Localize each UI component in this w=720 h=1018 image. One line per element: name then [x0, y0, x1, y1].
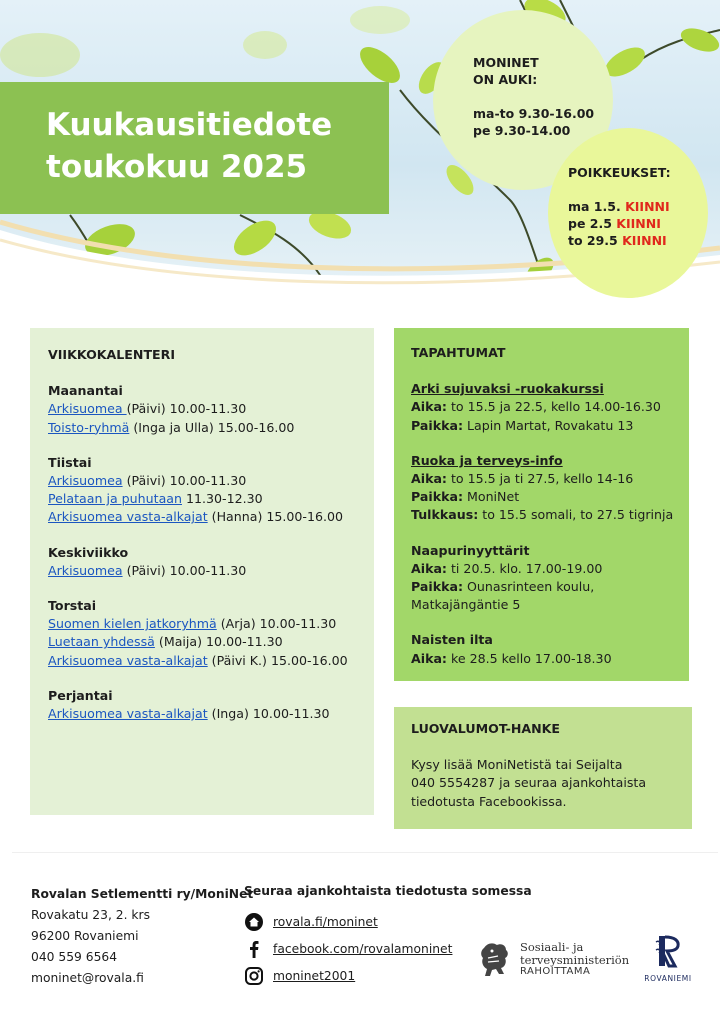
event-title: Naapurinyyttärit — [411, 542, 530, 558]
day-thursday: Torstai — [48, 598, 97, 614]
social-link[interactable]: facebook.com/rovalamoninet — [273, 941, 453, 956]
calendar-item: Luetaan yhdessä (Maija) 10.00-11.30 — [48, 634, 283, 650]
title-line-1: Kuukausitiedote — [46, 107, 333, 143]
social-heading: Seuraa ajankohtaista tiedotusta somessa — [244, 884, 532, 898]
calendar-link[interactable]: Toisto-ryhmä — [48, 419, 130, 435]
weekly-calendar-panel — [30, 328, 374, 815]
event-field: Tulkkaus: to 15.5 somali, to 27.5 tigrinja — [411, 507, 674, 523]
day-friday: Perjantai — [48, 687, 113, 703]
calendar-link[interactable]: Arkisuomea — [48, 401, 127, 417]
day-monday: Maanantai — [48, 383, 123, 399]
ministry-line-1: Sosiaali- ja — [520, 940, 584, 955]
ministry-line-2: terveysministeriön — [520, 952, 630, 967]
calendar-heading: VIIKKOKALENTERI — [48, 347, 176, 362]
project-heading: LUOVALUMOT-HANKE — [411, 721, 561, 736]
day-tuesday: Tiistai — [48, 454, 92, 470]
facebook-icon — [244, 939, 264, 959]
calendar-link[interactable]: Arkisuomea — [48, 562, 123, 578]
org-email[interactable]: moninet@rovala.fi — [31, 971, 144, 985]
home-icon — [244, 912, 264, 932]
exception-item: to 29.5 KIINNI — [568, 233, 667, 248]
ministry-line-3: RAHOITTAMA — [520, 966, 591, 978]
calendar-item: Pelataan ja puhutaan 11.30-12.30 — [48, 491, 263, 507]
project-text-line: 040 5554287 ja seuraa ajankohtaista — [411, 775, 647, 791]
events-panel — [394, 328, 689, 681]
org-address-2: 96200 Rovaniemi — [31, 929, 139, 943]
exceptions-circle — [548, 128, 708, 298]
calendar-item: Arkisuomea (Päivi) 10.00-11.30 — [48, 562, 247, 578]
exception-item: pe 2.5 KIINNI — [568, 216, 661, 231]
calendar-link[interactable]: Luetaan yhdessä — [48, 634, 155, 650]
exception-item: ma 1.5. KIINNI — [568, 199, 670, 214]
project-panel — [394, 707, 692, 829]
city-label: ROVANIEMI — [644, 974, 692, 983]
opening-heading-1: MONINET — [473, 55, 539, 70]
calendar-link[interactable]: Suomen kielen jatkoryhmä — [48, 616, 217, 632]
event-field: Aika: ti 20.5. klo. 17.00-19.00 — [411, 560, 603, 576]
calendar-item: Arkisuomea (Päivi) 10.00-11.30 — [48, 401, 247, 417]
footer-divider — [12, 852, 718, 853]
event-field: Paikka: Lapin Martat, Rovakatu 13 — [411, 417, 634, 433]
title-banner — [0, 82, 389, 214]
events-heading: TAPAHTUMAT — [411, 345, 506, 360]
org-address-1: Rovakatu 23, 2. krs — [31, 908, 150, 922]
title-line-2: toukokuu 2025 — [46, 149, 308, 185]
calendar-link[interactable]: Arkisuomea vasta-alkajat — [48, 706, 208, 722]
project-text-line: tiedotusta Facebookissa. — [411, 793, 567, 809]
ministry-logo — [478, 940, 629, 980]
calendar-link[interactable]: Pelataan ja puhutaan — [48, 491, 182, 507]
opening-heading-2: ON AUKI: — [473, 72, 538, 87]
calendar-link[interactable]: Arkisuomea vasta-alkajat — [48, 652, 208, 668]
organization-contact — [31, 884, 253, 989]
event-field: Aika: to 15.5 ja ti 27.5, kello 14-16 — [411, 471, 634, 487]
event-title: Arki sujuvaksi -ruokakurssi — [411, 381, 604, 397]
opening-hours-1: ma-to 9.30-16.00 — [473, 106, 595, 121]
event-field: Aika: to 15.5 ja 22.5, kello 14.00-16.30 — [411, 399, 661, 415]
calendar-link[interactable]: Arkisuomea — [48, 473, 123, 489]
opening-hours-2: pe 9.30-14.00 — [473, 123, 571, 138]
event-title: Ruoka ja terveys-info — [411, 452, 563, 468]
social-link[interactable]: moninet2001 — [273, 968, 356, 983]
social-row-website[interactable] — [244, 909, 532, 934]
calendar-item: Arkisuomea vasta-alkajat (Hanna) 15.00-16.00 — [48, 509, 344, 525]
lion-crest-icon — [478, 940, 512, 980]
exceptions-heading: POIKKEUKSET: — [568, 165, 671, 180]
org-phone: 040 559 6564 — [31, 950, 118, 964]
instagram-icon — [244, 966, 264, 986]
rovaniemi-logo — [640, 934, 696, 983]
rovaniemi-crest-icon — [653, 934, 683, 968]
calendar-item: Arkisuomea vasta-alkajat (Inga) 10.00-11.30 — [48, 706, 330, 722]
event-field: Paikka: Ounasrinteen koulu, Matkajängäntie 5 — [411, 579, 595, 613]
project-text-line: Kysy lisää MoniNetistä tai Seijalta — [411, 757, 623, 773]
org-name: Rovalan Setlementti ry/MoniNet — [31, 887, 254, 901]
day-wednesday: Keskiviikko — [48, 544, 129, 560]
event-title: Naisten ilta — [411, 632, 493, 648]
event-field: Aika: ke 28.5 kello 17.00-18.30 — [411, 650, 612, 666]
calendar-item: Arkisuomea (Päivi) 10.00-11.30 — [48, 473, 247, 489]
calendar-item: Arkisuomea vasta-alkajat (Päivi K.) 15.00-16.00 — [48, 652, 348, 668]
calendar-item: Toisto-ryhmä (Inga ja Ulla) 15.00-16.00 — [48, 419, 295, 435]
social-link[interactable]: rovala.fi/moninet — [273, 914, 378, 929]
calendar-link[interactable]: Arkisuomea vasta-alkajat — [48, 509, 208, 525]
event-field: Paikka: MoniNet — [411, 489, 520, 505]
calendar-item: Suomen kielen jatkoryhmä (Arja) 10.00-11.30 — [48, 616, 337, 632]
